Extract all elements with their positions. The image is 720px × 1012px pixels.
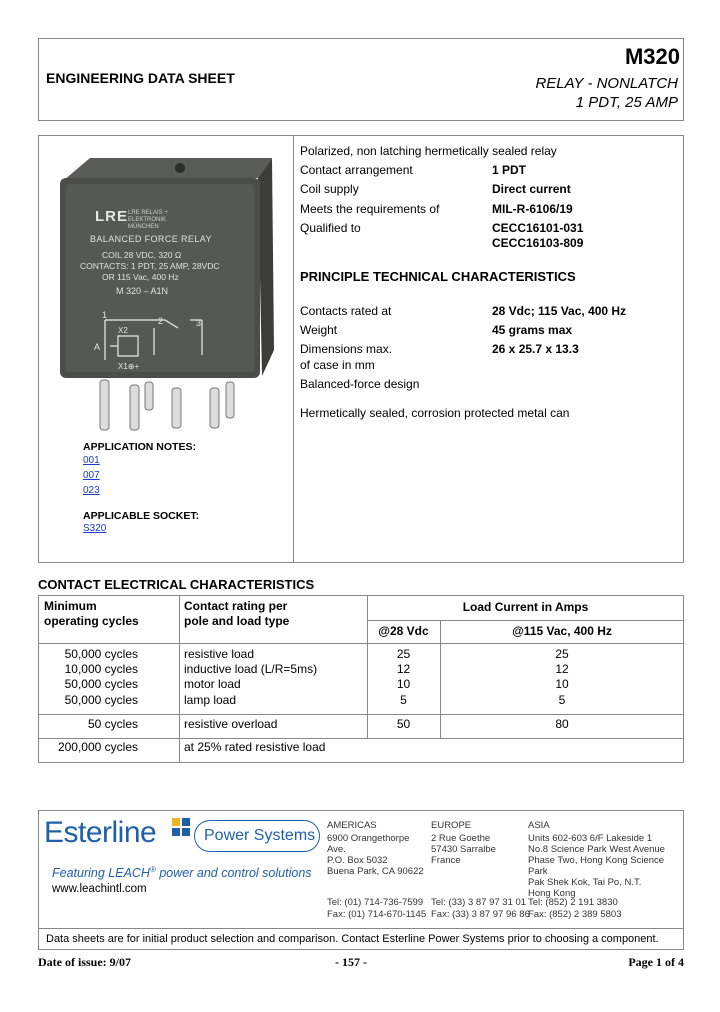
- asia-tel: Tel: (852) 2 191 3830: [528, 897, 618, 908]
- esterline-logo: [44, 816, 324, 862]
- app-notes-heading: APPLICATION NOTES:: [83, 441, 196, 453]
- featuring-line: [52, 865, 312, 880]
- americas-line: P.O. Box 5032: [327, 855, 388, 866]
- relay-x2: X2: [118, 326, 128, 335]
- americas-line: Buena Park, CA 90622: [327, 866, 424, 877]
- th-cycles-2: operating cycles: [44, 614, 139, 628]
- row-divider-sub: [367, 620, 684, 621]
- socket-heading: APPLICABLE SOCKET:: [83, 510, 200, 522]
- cell-ac: 80: [555, 717, 569, 731]
- asia-line: Pak Shek Kok, Tai Po, N.T.: [528, 877, 642, 888]
- asia-block: [528, 820, 682, 899]
- th-rating-1: Contact rating per: [184, 599, 288, 613]
- model-subtitle-2: 1 PDT, 25 AMP: [575, 94, 678, 111]
- relay-x1: X1⊕+: [118, 362, 140, 371]
- app-note-link-001[interactable]: 001: [83, 455, 100, 466]
- europe-fax: Fax: (33) 3 87 97 96 86: [431, 909, 530, 920]
- app-note-link-023[interactable]: 023: [83, 485, 100, 496]
- th-cycles-1: Minimum: [44, 599, 97, 613]
- americas-block: [327, 820, 427, 877]
- doc-title: ENGINEERING DATA SHEET: [46, 70, 235, 86]
- cell-ac: 10: [555, 677, 569, 691]
- asia-line: Hong Kong: [528, 888, 576, 899]
- spec-label-qualified: Qualified to: [300, 221, 361, 235]
- spec-value-contact: 1 PDT: [492, 163, 527, 177]
- esterline-star-icon: [172, 818, 190, 836]
- featuring-suffix: power and control solutions: [155, 866, 312, 881]
- relay-brand-small: LRE RELAIS + ELEKTRONIK MÜNCHEN: [128, 210, 168, 230]
- row-divider-header: [38, 643, 684, 644]
- relay-pin-2: 2: [158, 316, 164, 326]
- cell-load: resistive overload: [184, 717, 278, 731]
- main-divider: [293, 135, 294, 563]
- americas-fax: Fax: (01) 714-670-1145: [327, 909, 427, 920]
- cell-dc: 12: [396, 662, 411, 676]
- contact-table-heading: CONTACT ELECTRICAL CHARACTERISTICS: [38, 577, 315, 592]
- tech-value-weight: 45 grams max: [492, 323, 573, 337]
- model-subtitle-1: RELAY - NONLATCH: [535, 75, 678, 92]
- tech-dimensions-sub: of case in mm: [300, 358, 375, 372]
- model-number: M320: [624, 44, 680, 69]
- americas-tel: Tel: (01) 714-736-7599: [327, 897, 424, 908]
- cell-load: resistive load: [184, 647, 255, 661]
- cell-ac: 12: [555, 662, 569, 676]
- cell-cycles: 200,000 cycles: [57, 740, 138, 754]
- socket-link-s320[interactable]: S320: [83, 523, 107, 534]
- cell-load: at 25% rated resistive load: [184, 740, 326, 754]
- cell-cycles: 50,000 cycles: [64, 647, 138, 661]
- th-dc: @28 Vdc: [378, 624, 429, 638]
- leach-brand: LEACH: [108, 866, 150, 881]
- spec-value-qualified-2: CECC16103-809: [492, 236, 584, 250]
- cell-dc: 50: [396, 717, 411, 731]
- spec-value-coil: Direct current: [492, 182, 571, 196]
- page-number: - 157 -: [335, 955, 367, 969]
- spec-value-qualified-1: CECC16101-031: [492, 221, 584, 235]
- cell-ac: 25: [555, 647, 569, 661]
- row-divider-main: [38, 714, 684, 715]
- division-name: Power Systems: [204, 827, 316, 844]
- relay-image: [50, 150, 285, 440]
- europe-block: [431, 820, 526, 866]
- tech-hermetic: Hermetically sealed, corrosion protected metal can: [300, 406, 570, 420]
- spec-label-contact: Contact arrangement: [300, 163, 413, 177]
- cell-cycles: 50,000 cycles: [64, 677, 138, 691]
- spec-label-coil: Coil supply: [300, 182, 359, 196]
- tech-label-dimensions: Dimensions max.: [300, 342, 393, 356]
- relay-a: A: [94, 342, 101, 352]
- leach-reg: ®: [149, 865, 156, 874]
- cell-load: inductive load (L/R=5ms): [184, 662, 318, 676]
- europe-tel: Tel: (33) 3 87 97 31 01: [431, 897, 527, 908]
- issue-date: Date of issue: 9/07: [38, 955, 131, 969]
- asia-line: No.8 Science Park West Avenue: [528, 844, 665, 855]
- relay-label-2: COIL 28 VDC, 320 Ω: [102, 250, 182, 260]
- europe-line: France: [431, 855, 461, 866]
- cell-dc: 10: [396, 677, 411, 691]
- disclaimer: Data sheets are for initial product selection and comparison. Contact Esterline Power Systems prior to choosing a component.: [46, 933, 659, 945]
- asia-heading: ASIA: [528, 820, 550, 831]
- tech-value-dimensions: 26 x 25.7 x 13.3: [492, 342, 579, 356]
- cell-dc: 5: [400, 693, 407, 707]
- relay-label-1: BALANCED FORCE RELAY: [90, 234, 212, 244]
- americas-line: 6900 Orangethorpe Ave.: [327, 833, 410, 855]
- app-note-link-007[interactable]: 007: [83, 470, 100, 481]
- relay-brand: LRE: [95, 208, 128, 225]
- relay-label-3: CONTACTS: 1 PDT, 25 AMP, 28VDC: [80, 261, 220, 271]
- tech-value-contacts: 28 Vdc; 115 Vac, 400 Hz: [492, 304, 627, 318]
- cell-ac: 5: [558, 693, 566, 707]
- europe-line: 57430 Sarralbe: [431, 844, 496, 855]
- asia-line: Units 602-603 6/F Lakeside 1: [528, 833, 653, 844]
- page-of: Page 1 of 4: [628, 955, 684, 969]
- featuring-prefix: Featuring: [52, 866, 109, 881]
- europe-heading: EUROPE: [431, 820, 472, 831]
- cell-cycles: 50,000 cycles: [64, 693, 138, 707]
- tech-label-weight: Weight: [300, 323, 338, 337]
- th-rating-2: pole and load type: [184, 614, 290, 628]
- spec-intro: Polarized, non latching hermetically sealed relay: [300, 144, 557, 158]
- cell-cycles: 50 cycles: [87, 717, 138, 731]
- americas-heading: AMERICAS: [327, 820, 377, 831]
- row-divider-overload: [38, 738, 684, 739]
- spec-value-meets: MIL-R-6106/19: [492, 202, 573, 216]
- principle-heading: PRINCIPLE TECHNICAL CHARACTERISTICS: [300, 269, 576, 284]
- asia-line: Phase Two, Hong Kong Science Park: [528, 855, 665, 877]
- relay-pin-3: 3: [196, 318, 202, 328]
- relay-label-4: OR 115 Vac, 400 Hz: [102, 272, 179, 282]
- europe-line: 2 Rue Goethe: [431, 833, 491, 844]
- cell-dc: 25: [396, 647, 411, 661]
- tech-balanced: Balanced-force design: [300, 377, 420, 391]
- website-link[interactable]: www.leachintl.com: [52, 883, 147, 895]
- cell-load: motor load: [184, 677, 241, 691]
- relay-pin-1: 1: [102, 310, 108, 320]
- tech-label-contacts: Contacts rated at: [300, 304, 392, 318]
- footer-divider: [38, 928, 684, 929]
- th-ac: @115 Vac, 400 Hz: [512, 624, 612, 638]
- cell-load: lamp load: [184, 693, 237, 707]
- spec-label-meets: Meets the requirements of: [300, 202, 440, 216]
- relay-label-5: M 320 – A1N: [116, 286, 169, 296]
- asia-fax: Fax: (852) 2 389 5803: [528, 909, 622, 920]
- esterline-wordmark: Esterline: [44, 816, 157, 849]
- cell-cycles: 10,000 cycles: [64, 662, 138, 676]
- th-load-current: Load Current in Amps: [462, 600, 589, 614]
